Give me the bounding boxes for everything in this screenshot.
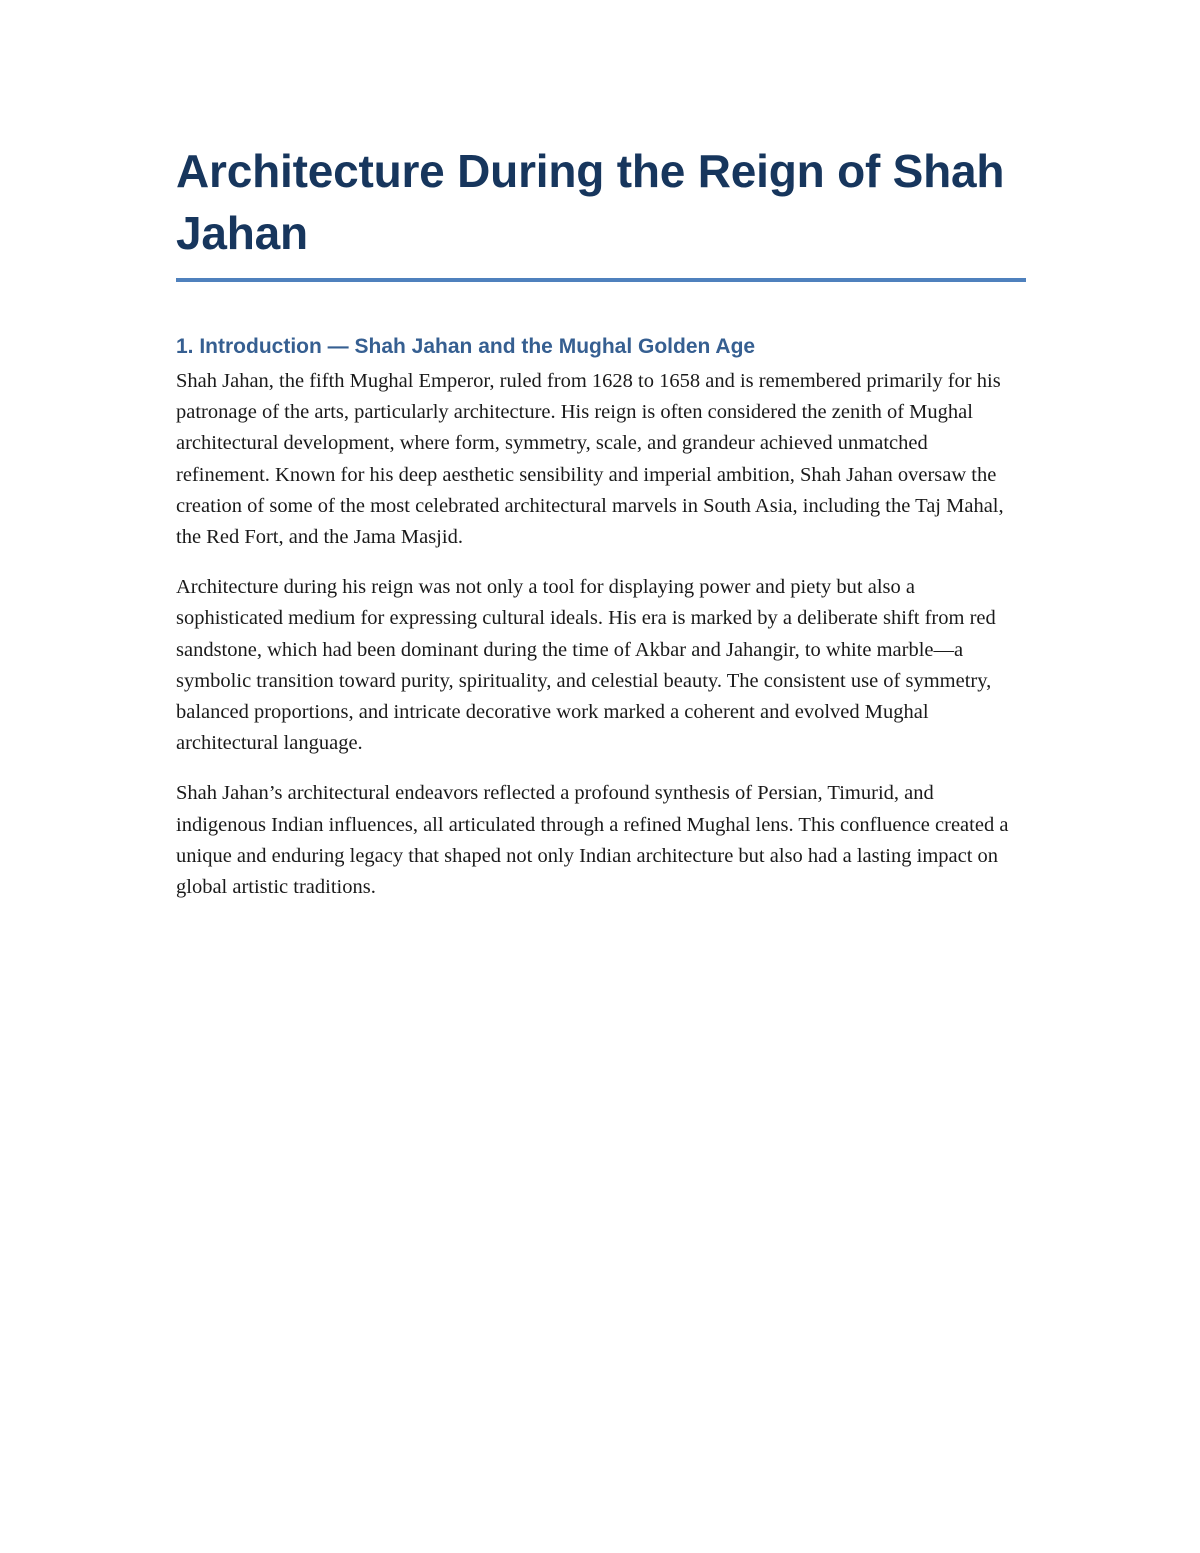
paragraph: Shah Jahan’s architectural endeavors reflected a profound synthesis of Persian, Timurid, and indigenous Indian influences, all articulated through a refined Mughal lens. This confluence created a unique and enduring legacy that shaped not only Indian architecture but also had a lasting impact on global artistic traditions. <box>176 782 1009 899</box>
document-body <box>176 140 1026 922</box>
document-title: Architecture During the Reign of Shah Jahan <box>176 140 1026 282</box>
paragraph: Architecture during his reign was not only a tool for displaying power and piety but also a sophisticated medium for expressing cultural ideals. His era is marked by a deliberate shift from red sandstone, which had been dominant during the time of Akbar and Jahangir, to white marble—a symbolic transition toward purity, spirituality, and celestial beauty. The consistent use of symmetry, balanced proportions, and intricate decorative work marked a coherent and evolved Mughal architectural language. <box>176 576 996 755</box>
section-introduction <box>176 332 1026 903</box>
section-heading: 1. Introduction — Shah Jahan and the Mughal Golden Age <box>176 335 756 358</box>
paragraph: Shah Jahan, the fifth Mughal Emperor, ruled from 1628 to 1658 and is remembered primarily for his patronage of the arts, particularly architecture. His reign is often considered the zenith of Mughal architectural development, where form, symmetry, scale, and grandeur achieved unmatched refinement. Known for his deep aesthetic sensibility and imperial ambition, Shah Jahan oversaw the creation of some of the most celebrated architectural marvels in South Asia, including the Taj Mahal, the Red Fort, and the Jama Masjid. <box>176 370 1004 549</box>
